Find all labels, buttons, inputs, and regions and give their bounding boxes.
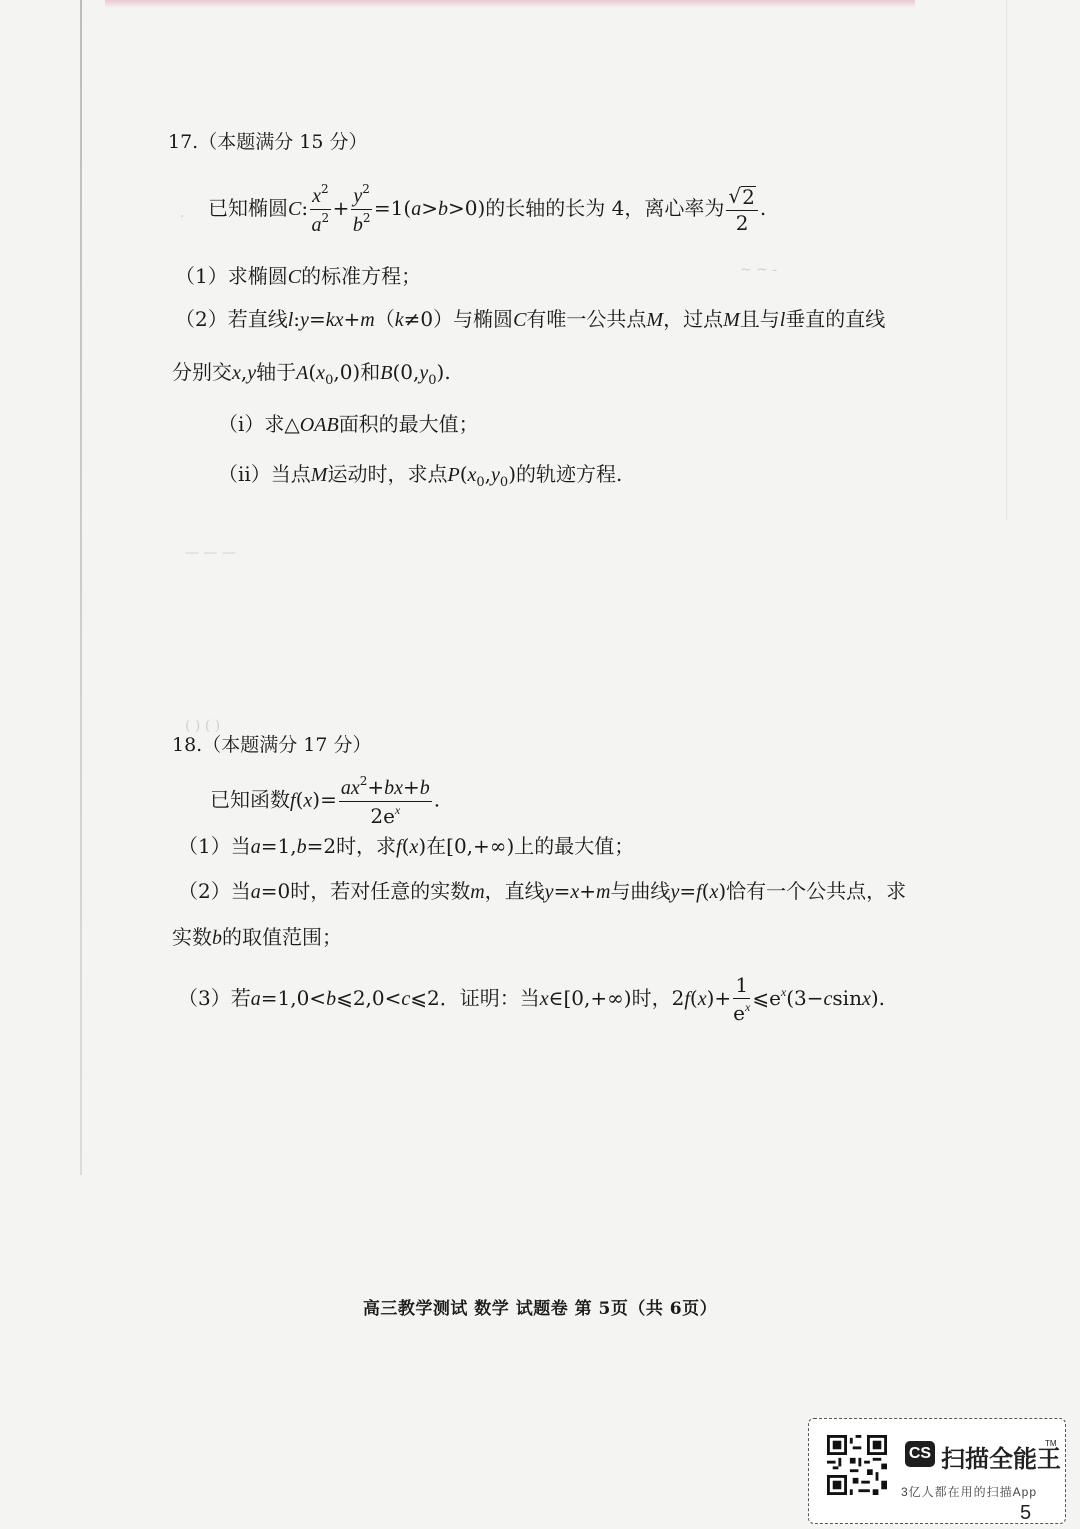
scanner-tagline: 3亿人都在用的扫描App <box>901 1485 1038 1499</box>
bleed-through-mark: ( ) ( ) <box>185 718 221 734</box>
q17-sub-i: （i）求△OAB面积的最大值； <box>218 412 479 436</box>
bleed-through-mark: ~ ~ - <box>740 262 778 278</box>
right-margin-line <box>1006 0 1007 520</box>
page-footer: 高三教学测试 数学 试题卷 第 5页（共 6页） <box>362 1299 718 1319</box>
paper-top-edge <box>105 0 915 8</box>
function-fraction: $\frac{ax^2+bx+b}{2e^x}$ <box>340 774 430 828</box>
q18-part3: （3）若a=1,0<b⩽2,0<c⩽2．证明：当x∈[0,+∞)时，2f(x)+ $\frac{1}{e^x}$ $⩽e^x(3-csinx)$. <box>178 973 886 1025</box>
q17-sub-ii: （ii）当点M运动时，求点$P(x_0,y_0)$的轨迹方程. <box>218 462 623 490</box>
q18-part1: （1）当a=1,b=2时，求f(x)在[0,+∞)上的最大值； <box>178 834 635 858</box>
q18-intro: 已知函数f(x)= $\frac{ax^2+bx+b}{2e^x}$ . <box>210 774 441 828</box>
q18-part2-line2: 实数b的取值范围； <box>172 925 342 949</box>
ellipse-term-y: $\frac{y^2}{b^2}$ <box>352 182 371 236</box>
q17-part1: （1）求椭圆C的标准方程； <box>175 264 422 288</box>
trademark-mark: TM <box>1045 1439 1057 1448</box>
q17-heading: 17.（本题满分 15 分） <box>168 131 368 153</box>
eccentricity-fraction: √ 2 2 <box>726 186 757 234</box>
q17-part2: （2）若直线l:y=kx+m（k≠0）与椭圆C有唯一公共点M，过点M且与l垂直的直线 <box>175 307 886 331</box>
camscanner-logo-icon: CS <box>905 1441 935 1467</box>
q17-part2-line2: 分别交x,y轴于$A(x_0,0)$和$B(0,y_0)$. <box>172 360 451 388</box>
q18-heading: 18.（本题满分 17 分） <box>172 734 372 756</box>
ellipse-term-x: $\frac{x^2}{a^2}$ <box>311 182 330 236</box>
page-number: 5 <box>1020 1502 1032 1524</box>
scanner-brand-name: 扫描全能王 <box>941 1446 1061 1473</box>
binding-margin-line <box>80 0 82 1175</box>
inverse-exp-fraction: $\frac{1}{e^x}$ <box>733 973 751 1025</box>
bleed-through-mark: . <box>180 205 185 221</box>
q18-part2: （2）当a=0时，若对任意的实数m，直线y=x+m与曲线y=f(x)恰有一个公共点，求 <box>178 879 907 903</box>
q17-intro: 已知椭圆C: $\frac{x^2}{a^2}$ + $\frac{y^2}{b^2}$ =1(a>b>0)的长轴的长为 4，离心率为 √ 2 2 . <box>208 182 767 236</box>
qr-code-icon <box>827 1435 887 1495</box>
bleed-through-mark: — — — <box>185 545 236 561</box>
